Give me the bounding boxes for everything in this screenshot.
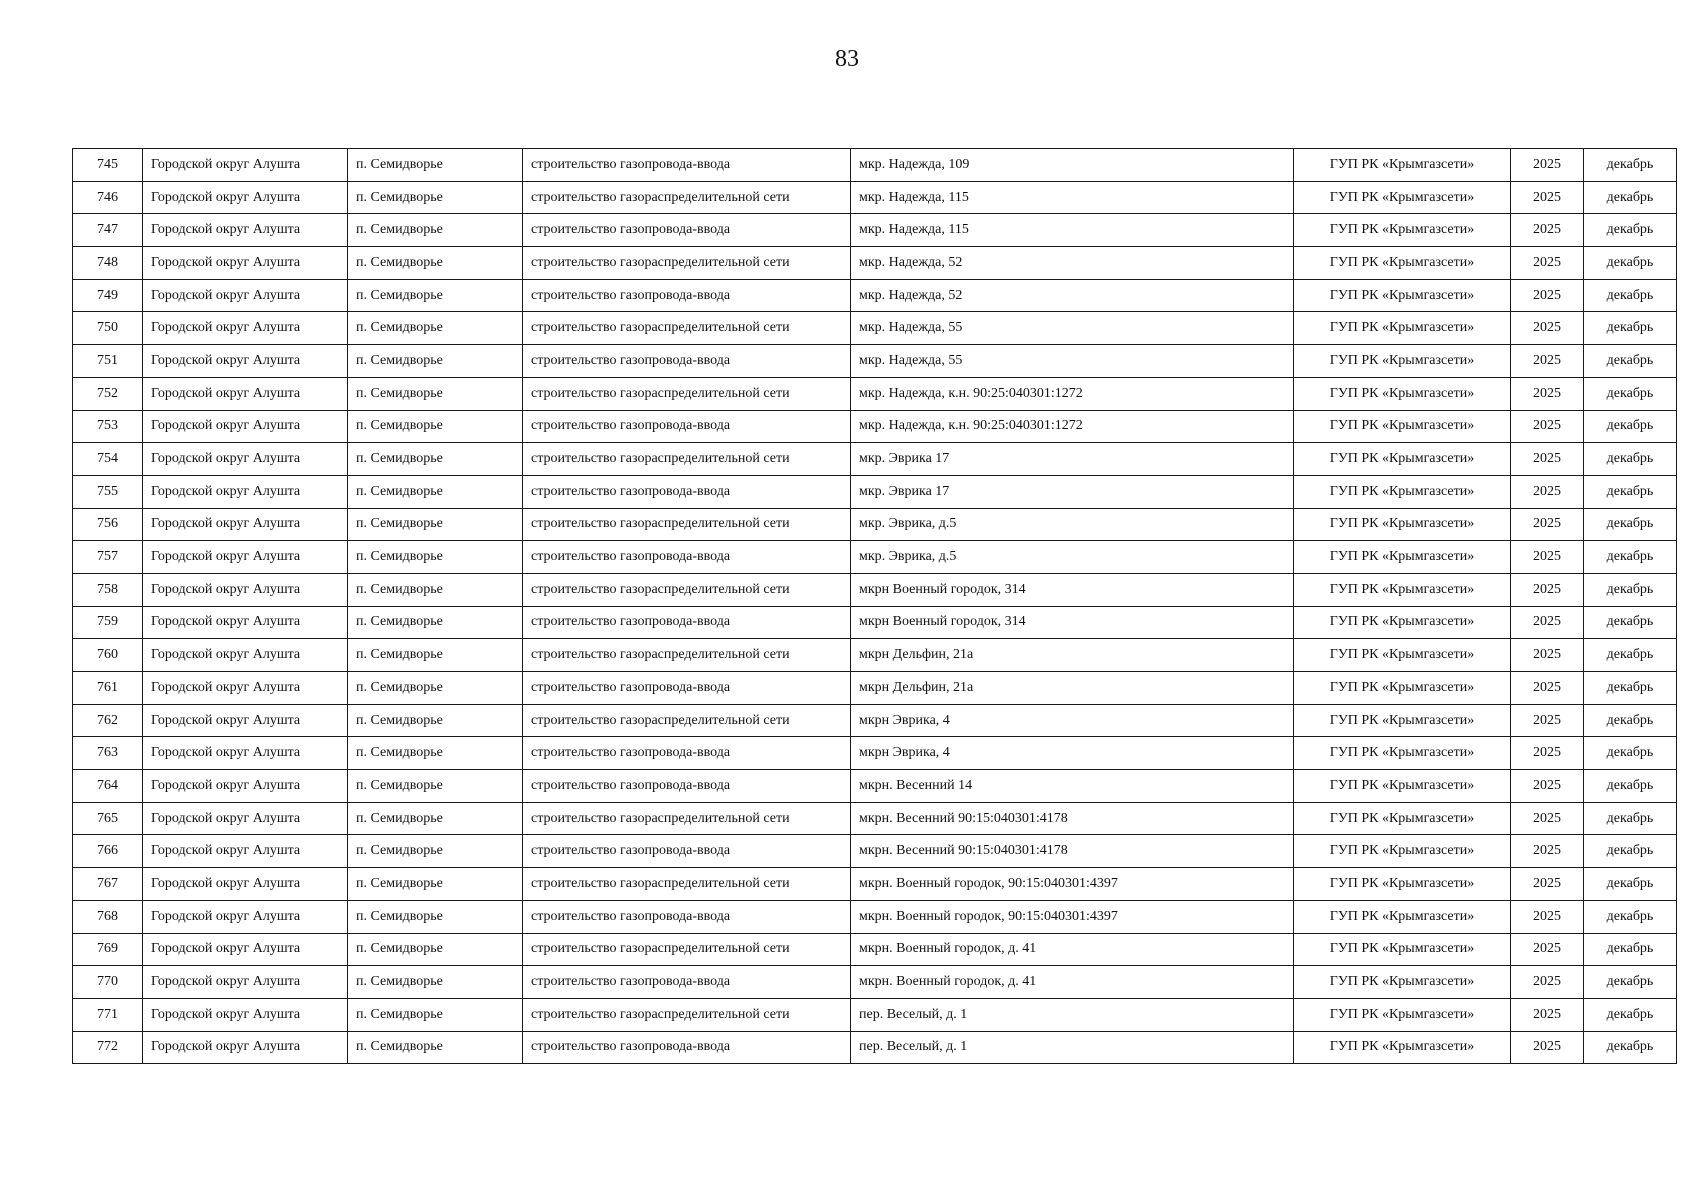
row-number: 748 — [73, 247, 143, 280]
row-number: 746 — [73, 181, 143, 214]
organization-cell: ГУП РК «Крымгазсети» — [1294, 835, 1511, 868]
work-type-cell: строительство газопровода-ввода — [523, 900, 851, 933]
table-row — [73, 998, 1677, 1031]
address-cell: мкр. Надежда, 52 — [851, 279, 1294, 312]
row-number: 768 — [73, 900, 143, 933]
table-row — [73, 508, 1677, 541]
address-cell: мкр. Эврика 17 — [851, 475, 1294, 508]
district-cell: Городской округ Алушта — [143, 606, 348, 639]
address-cell: мкр. Надежда, 115 — [851, 181, 1294, 214]
organization-cell: ГУП РК «Крымгазсети» — [1294, 639, 1511, 672]
organization-cell: ГУП РК «Крымгазсети» — [1294, 475, 1511, 508]
address-cell: мкр. Надежда, 115 — [851, 214, 1294, 247]
table-row — [73, 606, 1677, 639]
month-cell: декабрь — [1584, 541, 1677, 574]
address-cell: мкр. Надежда, 52 — [851, 247, 1294, 280]
row-number: 765 — [73, 802, 143, 835]
organization-cell: ГУП РК «Крымгазсети» — [1294, 541, 1511, 574]
month-cell: декабрь — [1584, 149, 1677, 182]
district-cell: Городской округ Алушта — [143, 443, 348, 476]
organization-cell: ГУП РК «Крымгазсети» — [1294, 377, 1511, 410]
table-row — [73, 377, 1677, 410]
year-cell: 2025 — [1511, 868, 1584, 901]
work-type-cell: строительство газораспределительной сети — [523, 573, 851, 606]
table-row — [73, 312, 1677, 345]
settlement-cell: п. Семидворье — [348, 279, 523, 312]
year-cell: 2025 — [1511, 900, 1584, 933]
year-cell: 2025 — [1511, 672, 1584, 705]
table-row — [73, 933, 1677, 966]
work-type-cell: строительство газораспределительной сети — [523, 312, 851, 345]
month-cell: декабрь — [1584, 606, 1677, 639]
address-cell: мкр. Надежда, 109 — [851, 149, 1294, 182]
month-cell: декабрь — [1584, 672, 1677, 705]
month-cell: декабрь — [1584, 1031, 1677, 1064]
table-row — [73, 345, 1677, 378]
table-row — [73, 770, 1677, 803]
month-cell: декабрь — [1584, 900, 1677, 933]
year-cell: 2025 — [1511, 770, 1584, 803]
row-number: 754 — [73, 443, 143, 476]
settlement-cell: п. Семидворье — [348, 541, 523, 574]
table-row — [73, 149, 1677, 182]
year-cell: 2025 — [1511, 835, 1584, 868]
year-cell: 2025 — [1511, 606, 1584, 639]
month-cell: декабрь — [1584, 933, 1677, 966]
settlement-cell: п. Семидворье — [348, 770, 523, 803]
address-cell: пер. Веселый, д. 1 — [851, 998, 1294, 1031]
district-cell: Городской округ Алушта — [143, 835, 348, 868]
year-cell: 2025 — [1511, 802, 1584, 835]
row-number: 758 — [73, 573, 143, 606]
row-number: 761 — [73, 672, 143, 705]
work-type-cell: строительство газопровода-ввода — [523, 835, 851, 868]
month-cell: декабрь — [1584, 214, 1677, 247]
table-row — [73, 475, 1677, 508]
settlement-cell: п. Семидворье — [348, 737, 523, 770]
district-cell: Городской округ Алушта — [143, 149, 348, 182]
table-row — [73, 639, 1677, 672]
address-cell: мкрн Дельфин, 21а — [851, 639, 1294, 672]
district-cell: Городской округ Алушта — [143, 573, 348, 606]
month-cell: декабрь — [1584, 247, 1677, 280]
settlement-cell: п. Семидворье — [348, 704, 523, 737]
organization-cell: ГУП РК «Крымгазсети» — [1294, 410, 1511, 443]
year-cell: 2025 — [1511, 443, 1584, 476]
settlement-cell: п. Семидворье — [348, 933, 523, 966]
work-type-cell: строительство газопровода-ввода — [523, 672, 851, 705]
organization-cell: ГУП РК «Крымгазсети» — [1294, 1031, 1511, 1064]
table-row — [73, 672, 1677, 705]
month-cell: декабрь — [1584, 345, 1677, 378]
row-number: 745 — [73, 149, 143, 182]
district-cell: Городской округ Алушта — [143, 704, 348, 737]
settlement-cell: п. Семидворье — [348, 1031, 523, 1064]
year-cell: 2025 — [1511, 312, 1584, 345]
settlement-cell: п. Семидворье — [348, 672, 523, 705]
address-cell: мкр. Надежда, 55 — [851, 345, 1294, 378]
schedule-table — [72, 148, 1677, 1064]
month-cell: декабрь — [1584, 770, 1677, 803]
row-number: 771 — [73, 998, 143, 1031]
address-cell: мкрн Военный городок, 314 — [851, 573, 1294, 606]
table-row — [73, 214, 1677, 247]
settlement-cell: п. Семидворье — [348, 149, 523, 182]
row-number: 764 — [73, 770, 143, 803]
row-number: 757 — [73, 541, 143, 574]
organization-cell: ГУП РК «Крымгазсети» — [1294, 737, 1511, 770]
district-cell: Городской округ Алушта — [143, 1031, 348, 1064]
organization-cell: ГУП РК «Крымгазсети» — [1294, 672, 1511, 705]
work-type-cell: строительство газораспределительной сети — [523, 998, 851, 1031]
table-row — [73, 966, 1677, 999]
row-number: 763 — [73, 737, 143, 770]
settlement-cell: п. Семидворье — [348, 345, 523, 378]
year-cell: 2025 — [1511, 247, 1584, 280]
table-row — [73, 247, 1677, 280]
address-cell: мкр. Эврика 17 — [851, 443, 1294, 476]
organization-cell: ГУП РК «Крымгазсети» — [1294, 508, 1511, 541]
organization-cell: ГУП РК «Крымгазсети» — [1294, 868, 1511, 901]
organization-cell: ГУП РК «Крымгазсети» — [1294, 802, 1511, 835]
district-cell: Городской округ Алушта — [143, 998, 348, 1031]
district-cell: Городской округ Алушта — [143, 639, 348, 672]
district-cell: Городской округ Алушта — [143, 672, 348, 705]
settlement-cell: п. Семидворье — [348, 410, 523, 443]
month-cell: декабрь — [1584, 410, 1677, 443]
address-cell: мкрн. Военный городок, д. 41 — [851, 933, 1294, 966]
work-type-cell: строительство газораспределительной сети — [523, 508, 851, 541]
district-cell: Городской округ Алушта — [143, 312, 348, 345]
row-number: 766 — [73, 835, 143, 868]
organization-cell: ГУП РК «Крымгазсети» — [1294, 247, 1511, 280]
year-cell: 2025 — [1511, 573, 1584, 606]
address-cell: мкрн Эврика, 4 — [851, 737, 1294, 770]
settlement-cell: п. Семидворье — [348, 835, 523, 868]
month-cell: декабрь — [1584, 181, 1677, 214]
work-type-cell: строительство газораспределительной сети — [523, 639, 851, 672]
work-type-cell: строительство газопровода-ввода — [523, 606, 851, 639]
organization-cell: ГУП РК «Крымгазсети» — [1294, 312, 1511, 345]
work-type-cell: строительство газораспределительной сети — [523, 868, 851, 901]
table-row — [73, 737, 1677, 770]
table-row — [73, 1031, 1677, 1064]
month-cell: декабрь — [1584, 279, 1677, 312]
address-cell: мкрн. Весенний 14 — [851, 770, 1294, 803]
row-number: 759 — [73, 606, 143, 639]
district-cell: Городской округ Алушта — [143, 802, 348, 835]
row-number: 772 — [73, 1031, 143, 1064]
work-type-cell: строительство газопровода-ввода — [523, 1031, 851, 1064]
year-cell: 2025 — [1511, 377, 1584, 410]
month-cell: декабрь — [1584, 639, 1677, 672]
address-cell: мкрн. Весенний 90:15:040301:4178 — [851, 802, 1294, 835]
work-type-cell: строительство газораспределительной сети — [523, 802, 851, 835]
address-cell: мкрн Дельфин, 21а — [851, 672, 1294, 705]
address-cell: пер. Веселый, д. 1 — [851, 1031, 1294, 1064]
district-cell: Городской округ Алушта — [143, 737, 348, 770]
settlement-cell: п. Семидворье — [348, 214, 523, 247]
district-cell: Городской округ Алушта — [143, 410, 348, 443]
row-number: 770 — [73, 966, 143, 999]
address-cell: мкрн. Военный городок, д. 41 — [851, 966, 1294, 999]
table-row — [73, 181, 1677, 214]
district-cell: Городской округ Алушта — [143, 868, 348, 901]
district-cell: Городской округ Алушта — [143, 770, 348, 803]
row-number: 760 — [73, 639, 143, 672]
organization-cell: ГУП РК «Крымгазсети» — [1294, 704, 1511, 737]
year-cell: 2025 — [1511, 998, 1584, 1031]
organization-cell: ГУП РК «Крымгазсети» — [1294, 900, 1511, 933]
organization-cell: ГУП РК «Крымгазсети» — [1294, 181, 1511, 214]
month-cell: декабрь — [1584, 737, 1677, 770]
settlement-cell: п. Семидворье — [348, 573, 523, 606]
page-number: 83 — [835, 46, 859, 72]
work-type-cell: строительство газопровода-ввода — [523, 410, 851, 443]
row-number: 767 — [73, 868, 143, 901]
work-type-cell: строительство газораспределительной сети — [523, 704, 851, 737]
row-number: 755 — [73, 475, 143, 508]
district-cell: Городской округ Алушта — [143, 900, 348, 933]
month-cell: декабрь — [1584, 704, 1677, 737]
month-cell: декабрь — [1584, 573, 1677, 606]
row-number: 751 — [73, 345, 143, 378]
settlement-cell: п. Семидворье — [348, 966, 523, 999]
year-cell: 2025 — [1511, 214, 1584, 247]
table-row — [73, 410, 1677, 443]
address-cell: мкр. Надежда, 55 — [851, 312, 1294, 345]
organization-cell: ГУП РК «Крымгазсети» — [1294, 214, 1511, 247]
month-cell: декабрь — [1584, 835, 1677, 868]
row-number: 769 — [73, 933, 143, 966]
settlement-cell: п. Семидворье — [348, 639, 523, 672]
address-cell: мкрн Эврика, 4 — [851, 704, 1294, 737]
settlement-cell: п. Семидворье — [348, 247, 523, 280]
settlement-cell: п. Семидворье — [348, 868, 523, 901]
work-type-cell: строительство газораспределительной сети — [523, 443, 851, 476]
month-cell: декабрь — [1584, 312, 1677, 345]
settlement-cell: п. Семидворье — [348, 443, 523, 476]
work-type-cell: строительство газораспределительной сети — [523, 181, 851, 214]
work-type-cell: строительство газопровода-ввода — [523, 770, 851, 803]
work-type-cell: строительство газопровода-ввода — [523, 214, 851, 247]
settlement-cell: п. Семидворье — [348, 377, 523, 410]
year-cell: 2025 — [1511, 639, 1584, 672]
year-cell: 2025 — [1511, 410, 1584, 443]
row-number: 747 — [73, 214, 143, 247]
work-type-cell: строительство газораспределительной сети — [523, 933, 851, 966]
year-cell: 2025 — [1511, 933, 1584, 966]
organization-cell: ГУП РК «Крымгазсети» — [1294, 606, 1511, 639]
year-cell: 2025 — [1511, 345, 1584, 378]
district-cell: Городской округ Алушта — [143, 475, 348, 508]
year-cell: 2025 — [1511, 1031, 1584, 1064]
month-cell: декабрь — [1584, 966, 1677, 999]
district-cell: Городской округ Алушта — [143, 541, 348, 574]
address-cell: мкр. Эврика, д.5 — [851, 508, 1294, 541]
address-cell: мкр. Надежда, к.н. 90:25:040301:1272 — [851, 410, 1294, 443]
organization-cell: ГУП РК «Крымгазсети» — [1294, 573, 1511, 606]
district-cell: Городской округ Алушта — [143, 508, 348, 541]
month-cell: декабрь — [1584, 998, 1677, 1031]
month-cell: декабрь — [1584, 443, 1677, 476]
settlement-cell: п. Семидворье — [348, 998, 523, 1031]
row-number: 750 — [73, 312, 143, 345]
district-cell: Городской округ Алушта — [143, 279, 348, 312]
district-cell: Городской округ Алушта — [143, 933, 348, 966]
organization-cell: ГУП РК «Крымгазсети» — [1294, 770, 1511, 803]
year-cell: 2025 — [1511, 475, 1584, 508]
year-cell: 2025 — [1511, 149, 1584, 182]
organization-cell: ГУП РК «Крымгазсети» — [1294, 966, 1511, 999]
work-type-cell: строительство газопровода-ввода — [523, 475, 851, 508]
table-row — [73, 541, 1677, 574]
table-body — [73, 149, 1677, 1064]
work-type-cell: строительство газораспределительной сети — [523, 247, 851, 280]
address-cell: мкрн. Военный городок, 90:15:040301:4397 — [851, 868, 1294, 901]
year-cell: 2025 — [1511, 279, 1584, 312]
table-row — [73, 868, 1677, 901]
month-cell: декабрь — [1584, 475, 1677, 508]
table-row — [73, 900, 1677, 933]
organization-cell: ГУП РК «Крымгазсети» — [1294, 279, 1511, 312]
table-row — [73, 704, 1677, 737]
district-cell: Городской округ Алушта — [143, 345, 348, 378]
year-cell: 2025 — [1511, 704, 1584, 737]
district-cell: Городской округ Алушта — [143, 247, 348, 280]
work-type-cell: строительство газопровода-ввода — [523, 345, 851, 378]
work-type-cell: строительство газопровода-ввода — [523, 279, 851, 312]
year-cell: 2025 — [1511, 181, 1584, 214]
row-number: 749 — [73, 279, 143, 312]
district-cell: Городской округ Алушта — [143, 377, 348, 410]
table-row — [73, 279, 1677, 312]
table-row — [73, 802, 1677, 835]
organization-cell: ГУП РК «Крымгазсети» — [1294, 345, 1511, 378]
work-type-cell: строительство газопровода-ввода — [523, 737, 851, 770]
organization-cell: ГУП РК «Крымгазсети» — [1294, 443, 1511, 476]
organization-cell: ГУП РК «Крымгазсети» — [1294, 149, 1511, 182]
settlement-cell: п. Семидворье — [348, 802, 523, 835]
address-cell: мкрн Военный городок, 314 — [851, 606, 1294, 639]
settlement-cell: п. Семидворье — [348, 606, 523, 639]
year-cell: 2025 — [1511, 966, 1584, 999]
settlement-cell: п. Семидворье — [348, 508, 523, 541]
work-type-cell: строительство газопровода-ввода — [523, 541, 851, 574]
table-row — [73, 835, 1677, 868]
year-cell: 2025 — [1511, 541, 1584, 574]
settlement-cell: п. Семидворье — [348, 181, 523, 214]
organization-cell: ГУП РК «Крымгазсети» — [1294, 998, 1511, 1031]
district-cell: Городской округ Алушта — [143, 214, 348, 247]
row-number: 756 — [73, 508, 143, 541]
organization-cell: ГУП РК «Крымгазсети» — [1294, 933, 1511, 966]
row-number: 752 — [73, 377, 143, 410]
address-cell: мкрн. Весенний 90:15:040301:4178 — [851, 835, 1294, 868]
row-number: 753 — [73, 410, 143, 443]
table-row — [73, 573, 1677, 606]
work-type-cell: строительство газопровода-ввода — [523, 966, 851, 999]
month-cell: декабрь — [1584, 802, 1677, 835]
address-cell: мкрн. Военный городок, 90:15:040301:4397 — [851, 900, 1294, 933]
table-row — [73, 443, 1677, 476]
address-cell: мкр. Надежда, к.н. 90:25:040301:1272 — [851, 377, 1294, 410]
settlement-cell: п. Семидворье — [348, 475, 523, 508]
work-type-cell: строительство газопровода-ввода — [523, 149, 851, 182]
settlement-cell: п. Семидворье — [348, 900, 523, 933]
district-cell: Городской округ Алушта — [143, 966, 348, 999]
year-cell: 2025 — [1511, 737, 1584, 770]
row-number: 762 — [73, 704, 143, 737]
month-cell: декабрь — [1584, 377, 1677, 410]
district-cell: Городской округ Алушта — [143, 181, 348, 214]
month-cell: декабрь — [1584, 508, 1677, 541]
month-cell: декабрь — [1584, 868, 1677, 901]
settlement-cell: п. Семидворье — [348, 312, 523, 345]
work-type-cell: строительство газораспределительной сети — [523, 377, 851, 410]
year-cell: 2025 — [1511, 508, 1584, 541]
address-cell: мкр. Эврика, д.5 — [851, 541, 1294, 574]
